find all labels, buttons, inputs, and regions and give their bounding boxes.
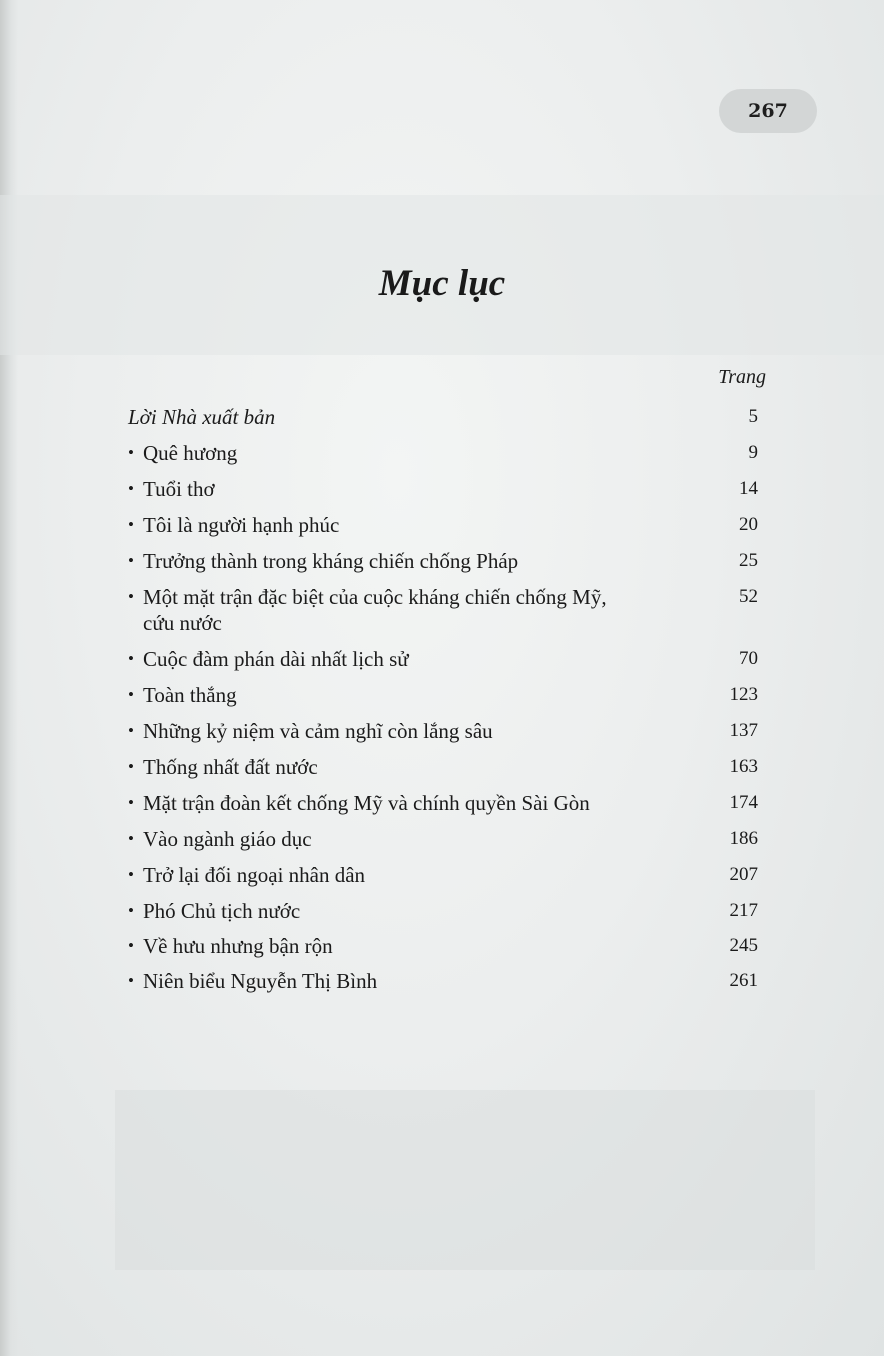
toc-row (128, 548, 758, 574)
toc-entry-text (143, 718, 493, 744)
toc-entry-text (143, 682, 237, 708)
toc-row (128, 584, 758, 636)
toc-entry-title: Một mặt trận đặc biệt của cuộc kháng chiến chống Mỹ, (143, 585, 607, 609)
bullet-icon: • (128, 649, 134, 668)
toc-entry-title: Vào ngành giáo dục (143, 827, 312, 851)
toc-entry-text (128, 404, 275, 430)
toc-entry (128, 646, 668, 672)
toc-entry-text (143, 548, 518, 574)
toc-row (128, 826, 758, 852)
toc-page-number: 245 (729, 935, 758, 956)
bullet-icon: • (128, 936, 134, 955)
bullet-icon: • (128, 515, 134, 534)
toc-entry (128, 682, 668, 708)
toc-row (128, 968, 758, 994)
page-column-header: Trang (718, 366, 766, 388)
toc-page-number: 261 (729, 970, 758, 991)
page-number-badge (719, 89, 817, 133)
bullet-icon: • (128, 757, 134, 776)
toc-entry-title: Mặt trận đoàn kết chống Mỹ và chính quyền Sài Gòn (143, 791, 590, 815)
toc-entry-text (143, 826, 312, 852)
toc-entry (128, 584, 668, 636)
bullet-icon: • (128, 479, 134, 498)
toc-row (128, 862, 758, 888)
toc-page-number: 163 (729, 756, 758, 777)
toc-entry-title: Về hưu nhưng bận rộn (143, 934, 333, 958)
toc-page-number: 123 (729, 684, 758, 705)
toc-page-number: 52 (739, 586, 758, 607)
toc-page-number: 14 (739, 478, 758, 499)
toc-entry-text (143, 790, 590, 816)
toc-entry-title: Quê hương (143, 441, 238, 465)
toc-entry (128, 862, 668, 888)
toc-entry (128, 718, 668, 744)
toc-entry (128, 790, 668, 816)
table-of-contents (128, 404, 758, 994)
toc-row (128, 718, 758, 744)
toc-entry-title: Những kỷ niệm và cảm nghĩ còn lắng sâu (143, 719, 493, 743)
toc-page-number: 25 (739, 550, 758, 571)
toc-entry-text (143, 754, 318, 780)
toc-page-number: 137 (729, 720, 758, 741)
toc-entry-continuation: cứu nước (143, 611, 222, 635)
toc-entry (128, 440, 668, 466)
toc-page-number: 217 (729, 900, 758, 921)
toc-entry (128, 826, 668, 852)
toc-entry-text (143, 862, 365, 888)
bullet-icon: • (128, 443, 134, 462)
toc-page-number: 174 (729, 792, 758, 813)
toc-page-number: 5 (748, 406, 758, 427)
toc-entry (128, 512, 668, 538)
toc-entry-title: Cuộc đàm phán dài nhất lịch sử (143, 647, 409, 671)
toc-row (128, 754, 758, 780)
toc-entry-text (143, 584, 607, 636)
toc-row (128, 898, 758, 924)
toc-entry-title: Trở lại đối ngoại nhân dân (143, 863, 366, 887)
toc-row (128, 646, 758, 672)
bullet-icon: • (128, 721, 134, 740)
bullet-icon: • (128, 587, 134, 606)
toc-entry-text (143, 512, 339, 538)
toc-entry-text (143, 646, 409, 672)
toc-entry-text (143, 476, 215, 502)
toc-entry-text (143, 933, 333, 959)
bullet-icon: • (128, 865, 134, 884)
toc-entry-text (143, 898, 300, 924)
toc-entry (128, 476, 668, 502)
toc-page-number: 20 (739, 514, 758, 535)
toc-entry-title: Tuổi thơ (143, 477, 215, 501)
toc-row (128, 476, 758, 502)
toc-page-number: 9 (748, 442, 758, 463)
toc-page-number: 70 (739, 648, 758, 669)
toc-entry-title: Tôi là người hạnh phúc (143, 513, 340, 537)
bullet-icon: • (128, 551, 134, 570)
show-through-imprint (115, 1090, 815, 1270)
toc-entry-title: Niên biểu Nguyễn Thị Bình (143, 969, 378, 993)
bullet-icon: • (128, 685, 134, 704)
toc-entry (128, 404, 668, 430)
toc-row (128, 440, 758, 466)
bullet-icon: • (128, 793, 134, 812)
toc-row (128, 404, 758, 430)
toc-row (128, 790, 758, 816)
toc-entry-title: Trưởng thành trong kháng chiến chống Pháp (143, 549, 519, 573)
toc-entry-text (143, 440, 237, 466)
toc-page-number: 186 (729, 828, 758, 849)
bullet-icon: • (128, 829, 134, 848)
toc-entry (128, 548, 668, 574)
toc-entry-title: Lời Nhà xuất bản (128, 405, 276, 429)
toc-entry (128, 968, 668, 994)
page-title: Mục lục (378, 263, 506, 304)
bullet-icon: • (128, 901, 134, 920)
toc-entry (128, 933, 668, 959)
toc-entry-title: Thống nhất đất nước (143, 755, 318, 779)
toc-entry (128, 898, 668, 924)
toc-entry-title: Toàn thắng (143, 683, 237, 707)
toc-entry (128, 754, 668, 780)
toc-page-number: 207 (729, 864, 758, 885)
toc-row (128, 933, 758, 959)
bullet-icon: • (128, 971, 134, 990)
toc-row (128, 512, 758, 538)
toc-entry-title: Phó Chủ tịch nước (143, 899, 301, 923)
page-number: 267 (748, 100, 788, 122)
toc-entry-text (143, 968, 377, 994)
toc-row (128, 682, 758, 708)
